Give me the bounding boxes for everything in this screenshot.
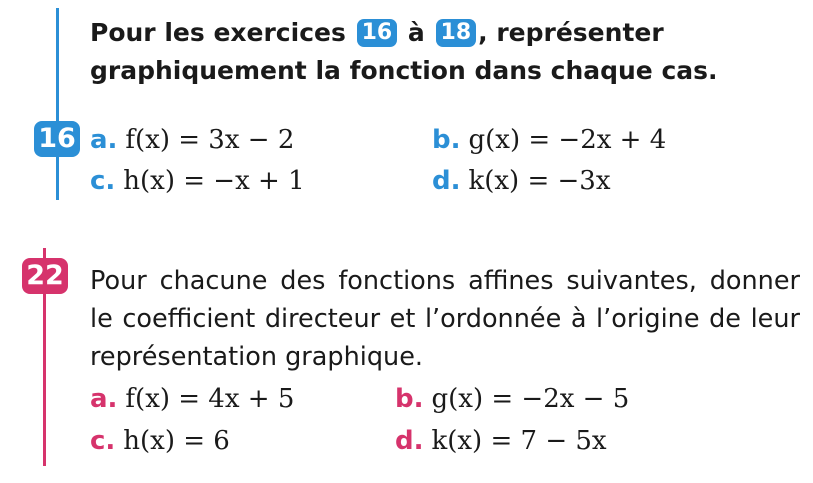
- exercise-16-item-a: [90, 122, 294, 158]
- exercise-22-item-b: [395, 381, 629, 417]
- exercise-16-number-badge: 16: [34, 121, 80, 157]
- exercise-22-instruction: Pour chacune des fonctions affines suivantes, donner le coefficient directeur et l’ordonnée à l’origine de leur représentation graphique.: [90, 266, 800, 372]
- item-formula: k(x) = −3x: [468, 166, 611, 196]
- exercise-16-item-c: [90, 163, 305, 199]
- item-formula: f(x) = 3x − 2: [125, 125, 295, 155]
- exercise-16-instruction: [90, 14, 790, 90]
- item-letter: d.: [432, 166, 461, 196]
- exercise-range-start-badge: 16: [357, 19, 398, 47]
- item-formula: h(x) = −x + 1: [123, 166, 305, 196]
- item-formula: f(x) = 4x + 5: [125, 384, 295, 414]
- item-letter: a.: [90, 125, 118, 155]
- item-formula: h(x) = 6: [123, 426, 230, 456]
- item-letter: d.: [395, 426, 424, 456]
- item-letter: b.: [432, 125, 461, 155]
- item-letter: c.: [90, 426, 116, 456]
- item-formula: g(x) = −2x − 5: [431, 384, 630, 414]
- exercise-22-item-c: [90, 423, 230, 459]
- item-formula: k(x) = 7 − 5x: [431, 426, 607, 456]
- instruction-text-start: Pour les exercices: [90, 18, 346, 47]
- instruction-text-end: , représenter graphiquement la fonction dans chaque cas.: [90, 18, 718, 85]
- item-formula: g(x) = −2x + 4: [468, 125, 667, 155]
- exercise-16-item-b: [432, 122, 666, 158]
- exercise-16-item-d: [432, 163, 611, 199]
- exercise-22-item-a: [90, 381, 294, 417]
- exercise-16-side-bar: [56, 8, 59, 200]
- item-letter: b.: [395, 384, 424, 414]
- exercise-22-item-d: [395, 423, 607, 459]
- exercise-22-number-badge: 22: [22, 258, 68, 294]
- exercise-range-end-badge: 18: [436, 19, 477, 47]
- item-letter: a.: [90, 384, 118, 414]
- instruction-text-middle: à: [407, 18, 425, 47]
- item-letter: c.: [90, 166, 116, 196]
